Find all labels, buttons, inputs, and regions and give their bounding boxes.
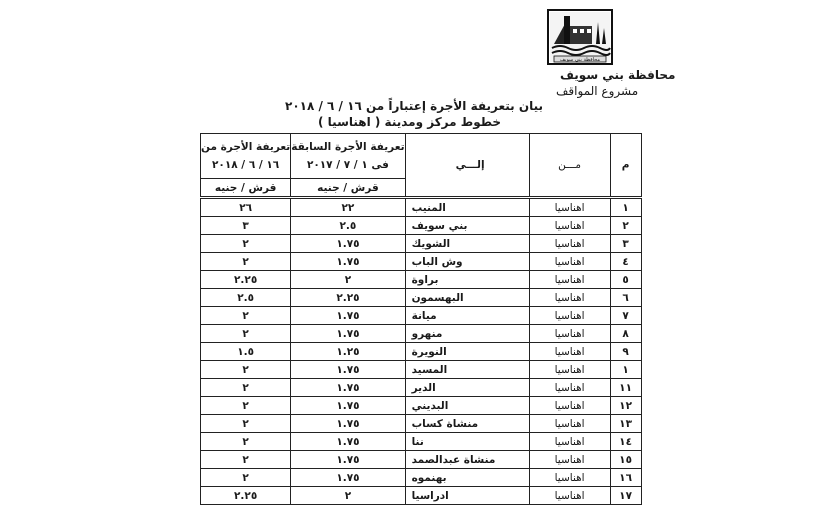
row-to: البديني <box>405 397 529 415</box>
row-new-fare: ٢ <box>201 397 291 415</box>
row-num: ٥ <box>610 271 641 289</box>
row-from: اهناسيا <box>529 217 610 235</box>
governorate-logo <box>540 4 620 72</box>
header-prev-fare <box>291 134 405 179</box>
row-num: ١١ <box>610 379 641 397</box>
row-to: الشويك <box>405 235 529 253</box>
row-num: ٢ <box>610 217 641 235</box>
row-num: ٧ <box>610 307 641 325</box>
header-prev-fare-line2: فى ١ / ٧ / ٢٠١٧ <box>306 159 389 171</box>
header-unit-prev: قرش / جنيه <box>291 179 405 198</box>
row-from: اهناسيا <box>529 469 610 487</box>
table-row <box>201 325 642 343</box>
table-row <box>201 271 642 289</box>
row-num: ١ <box>610 198 641 217</box>
row-new-fare: ٢ <box>201 235 291 253</box>
row-from: اهناسيا <box>529 361 610 379</box>
header-from: مـــن <box>529 134 610 198</box>
row-from: اهناسيا <box>529 415 610 433</box>
row-num: ١٧ <box>610 487 641 505</box>
row-num: ١٤ <box>610 433 641 451</box>
header-new-fare-line1: تعريفة الأجرة من <box>201 141 291 153</box>
row-from: اهناسيا <box>529 433 610 451</box>
row-new-fare: ٢ <box>201 361 291 379</box>
row-new-fare: ٢ <box>201 325 291 343</box>
row-new-fare: ٢ <box>201 379 291 397</box>
row-to: البهسمون <box>405 289 529 307</box>
table-row <box>201 217 642 235</box>
table-row <box>201 469 642 487</box>
row-prev-fare: ٢ <box>291 271 405 289</box>
row-prev-fare: ١.٧٥ <box>291 451 405 469</box>
row-new-fare: ٢ <box>201 415 291 433</box>
row-to: المسيد <box>405 361 529 379</box>
table-row <box>201 343 642 361</box>
header-to: إلـــي <box>405 134 529 198</box>
row-to: بهنموه <box>405 469 529 487</box>
row-to: منهرو <box>405 325 529 343</box>
row-from: اهناسيا <box>529 397 610 415</box>
header-new-fare-line2: ١٦ / ٦ / ٢٠١٨ <box>212 159 280 171</box>
table-row <box>201 415 642 433</box>
fare-table <box>200 133 642 505</box>
table-row <box>201 397 642 415</box>
table-row <box>201 379 642 397</box>
row-num: ١ <box>610 361 641 379</box>
row-num: ١٣ <box>610 415 641 433</box>
row-to: ننا <box>405 433 529 451</box>
row-prev-fare: ٢.٢٥ <box>291 289 405 307</box>
row-from: اهناسيا <box>529 487 610 505</box>
row-prev-fare: ١.٧٥ <box>291 325 405 343</box>
row-prev-fare: ١.٧٥ <box>291 235 405 253</box>
row-new-fare: ٢ <box>201 307 291 325</box>
row-to: بني سويف <box>405 217 529 235</box>
table-row <box>201 198 642 217</box>
table-row <box>201 361 642 379</box>
table-row <box>201 451 642 469</box>
row-to: منشاة عبدالصمد <box>405 451 529 469</box>
row-prev-fare: ١.٧٥ <box>291 379 405 397</box>
row-from: اهناسيا <box>529 271 610 289</box>
header-num: م <box>610 134 641 198</box>
row-prev-fare: ٢٢ <box>291 198 405 217</box>
table-row <box>201 487 642 505</box>
row-to: براوة <box>405 271 529 289</box>
document-title: بيان بتعريفة الأجرة إعتباراً من ١٦ / ٦ / ٢٠١٨ <box>285 99 543 113</box>
row-prev-fare: ١.٢٥ <box>291 343 405 361</box>
row-prev-fare: ١.٧٥ <box>291 433 405 451</box>
row-new-fare: ٣ <box>201 217 291 235</box>
row-new-fare: ٢ <box>201 253 291 271</box>
row-to: ادراسيا <box>405 487 529 505</box>
row-from: اهناسيا <box>529 307 610 325</box>
row-prev-fare: ١.٧٥ <box>291 307 405 325</box>
row-from: اهناسيا <box>529 451 610 469</box>
row-num: ١٢ <box>610 397 641 415</box>
row-prev-fare: ١.٧٥ <box>291 253 405 271</box>
row-from: اهناسيا <box>529 343 610 361</box>
header-new-fare <box>201 134 291 179</box>
svg-text:محافظة بني سويف: محافظة بني سويف <box>559 57 601 63</box>
row-new-fare: ١.٥ <box>201 343 291 361</box>
row-from: اهناسيا <box>529 379 610 397</box>
governorate-name: محافظة بني سويف <box>560 68 676 82</box>
row-from: اهناسيا <box>529 289 610 307</box>
row-new-fare: ٢٦ <box>201 198 291 217</box>
row-from: اهناسيا <box>529 235 610 253</box>
row-from: اهناسيا <box>529 253 610 271</box>
row-prev-fare: ٢ <box>291 487 405 505</box>
row-prev-fare: ١.٧٥ <box>291 415 405 433</box>
row-prev-fare: ١.٧٥ <box>291 397 405 415</box>
row-new-fare: ٢.٥ <box>201 289 291 307</box>
row-new-fare: ٢.٢٥ <box>201 487 291 505</box>
document-subtitle: خطوط مركز ومدينة ( اهناسيا ) <box>318 115 502 129</box>
row-to: النويرة <box>405 343 529 361</box>
table-row <box>201 253 642 271</box>
row-num: ٦ <box>610 289 641 307</box>
row-to: وش الباب <box>405 253 529 271</box>
row-from: اهناسيا <box>529 198 610 217</box>
table-row <box>201 289 642 307</box>
row-to: منشاة كساب <box>405 415 529 433</box>
row-new-fare: ٢ <box>201 451 291 469</box>
row-num: ٨ <box>610 325 641 343</box>
table-row <box>201 433 642 451</box>
table-row <box>201 235 642 253</box>
row-new-fare: ٢ <box>201 433 291 451</box>
row-num: ٤ <box>610 253 641 271</box>
table-row <box>201 307 642 325</box>
row-prev-fare: ١.٧٥ <box>291 361 405 379</box>
row-prev-fare: ٢.٥ <box>291 217 405 235</box>
project-name: مشروع المواقف <box>556 84 639 98</box>
row-num: ٣ <box>610 235 641 253</box>
row-to: المنيب <box>405 198 529 217</box>
row-prev-fare: ١.٧٥ <box>291 469 405 487</box>
row-to: ميانة <box>405 307 529 325</box>
row-to: الدير <box>405 379 529 397</box>
row-num: ١٥ <box>610 451 641 469</box>
row-num: ١٦ <box>610 469 641 487</box>
header-unit-new: قرش / جنيه <box>201 179 291 198</box>
row-num: ٩ <box>610 343 641 361</box>
row-new-fare: ٢ <box>201 469 291 487</box>
row-new-fare: ٢.٢٥ <box>201 271 291 289</box>
header-prev-fare-line1: تعريفة الأجرة السابقة <box>291 141 405 153</box>
row-from: اهناسيا <box>529 325 610 343</box>
